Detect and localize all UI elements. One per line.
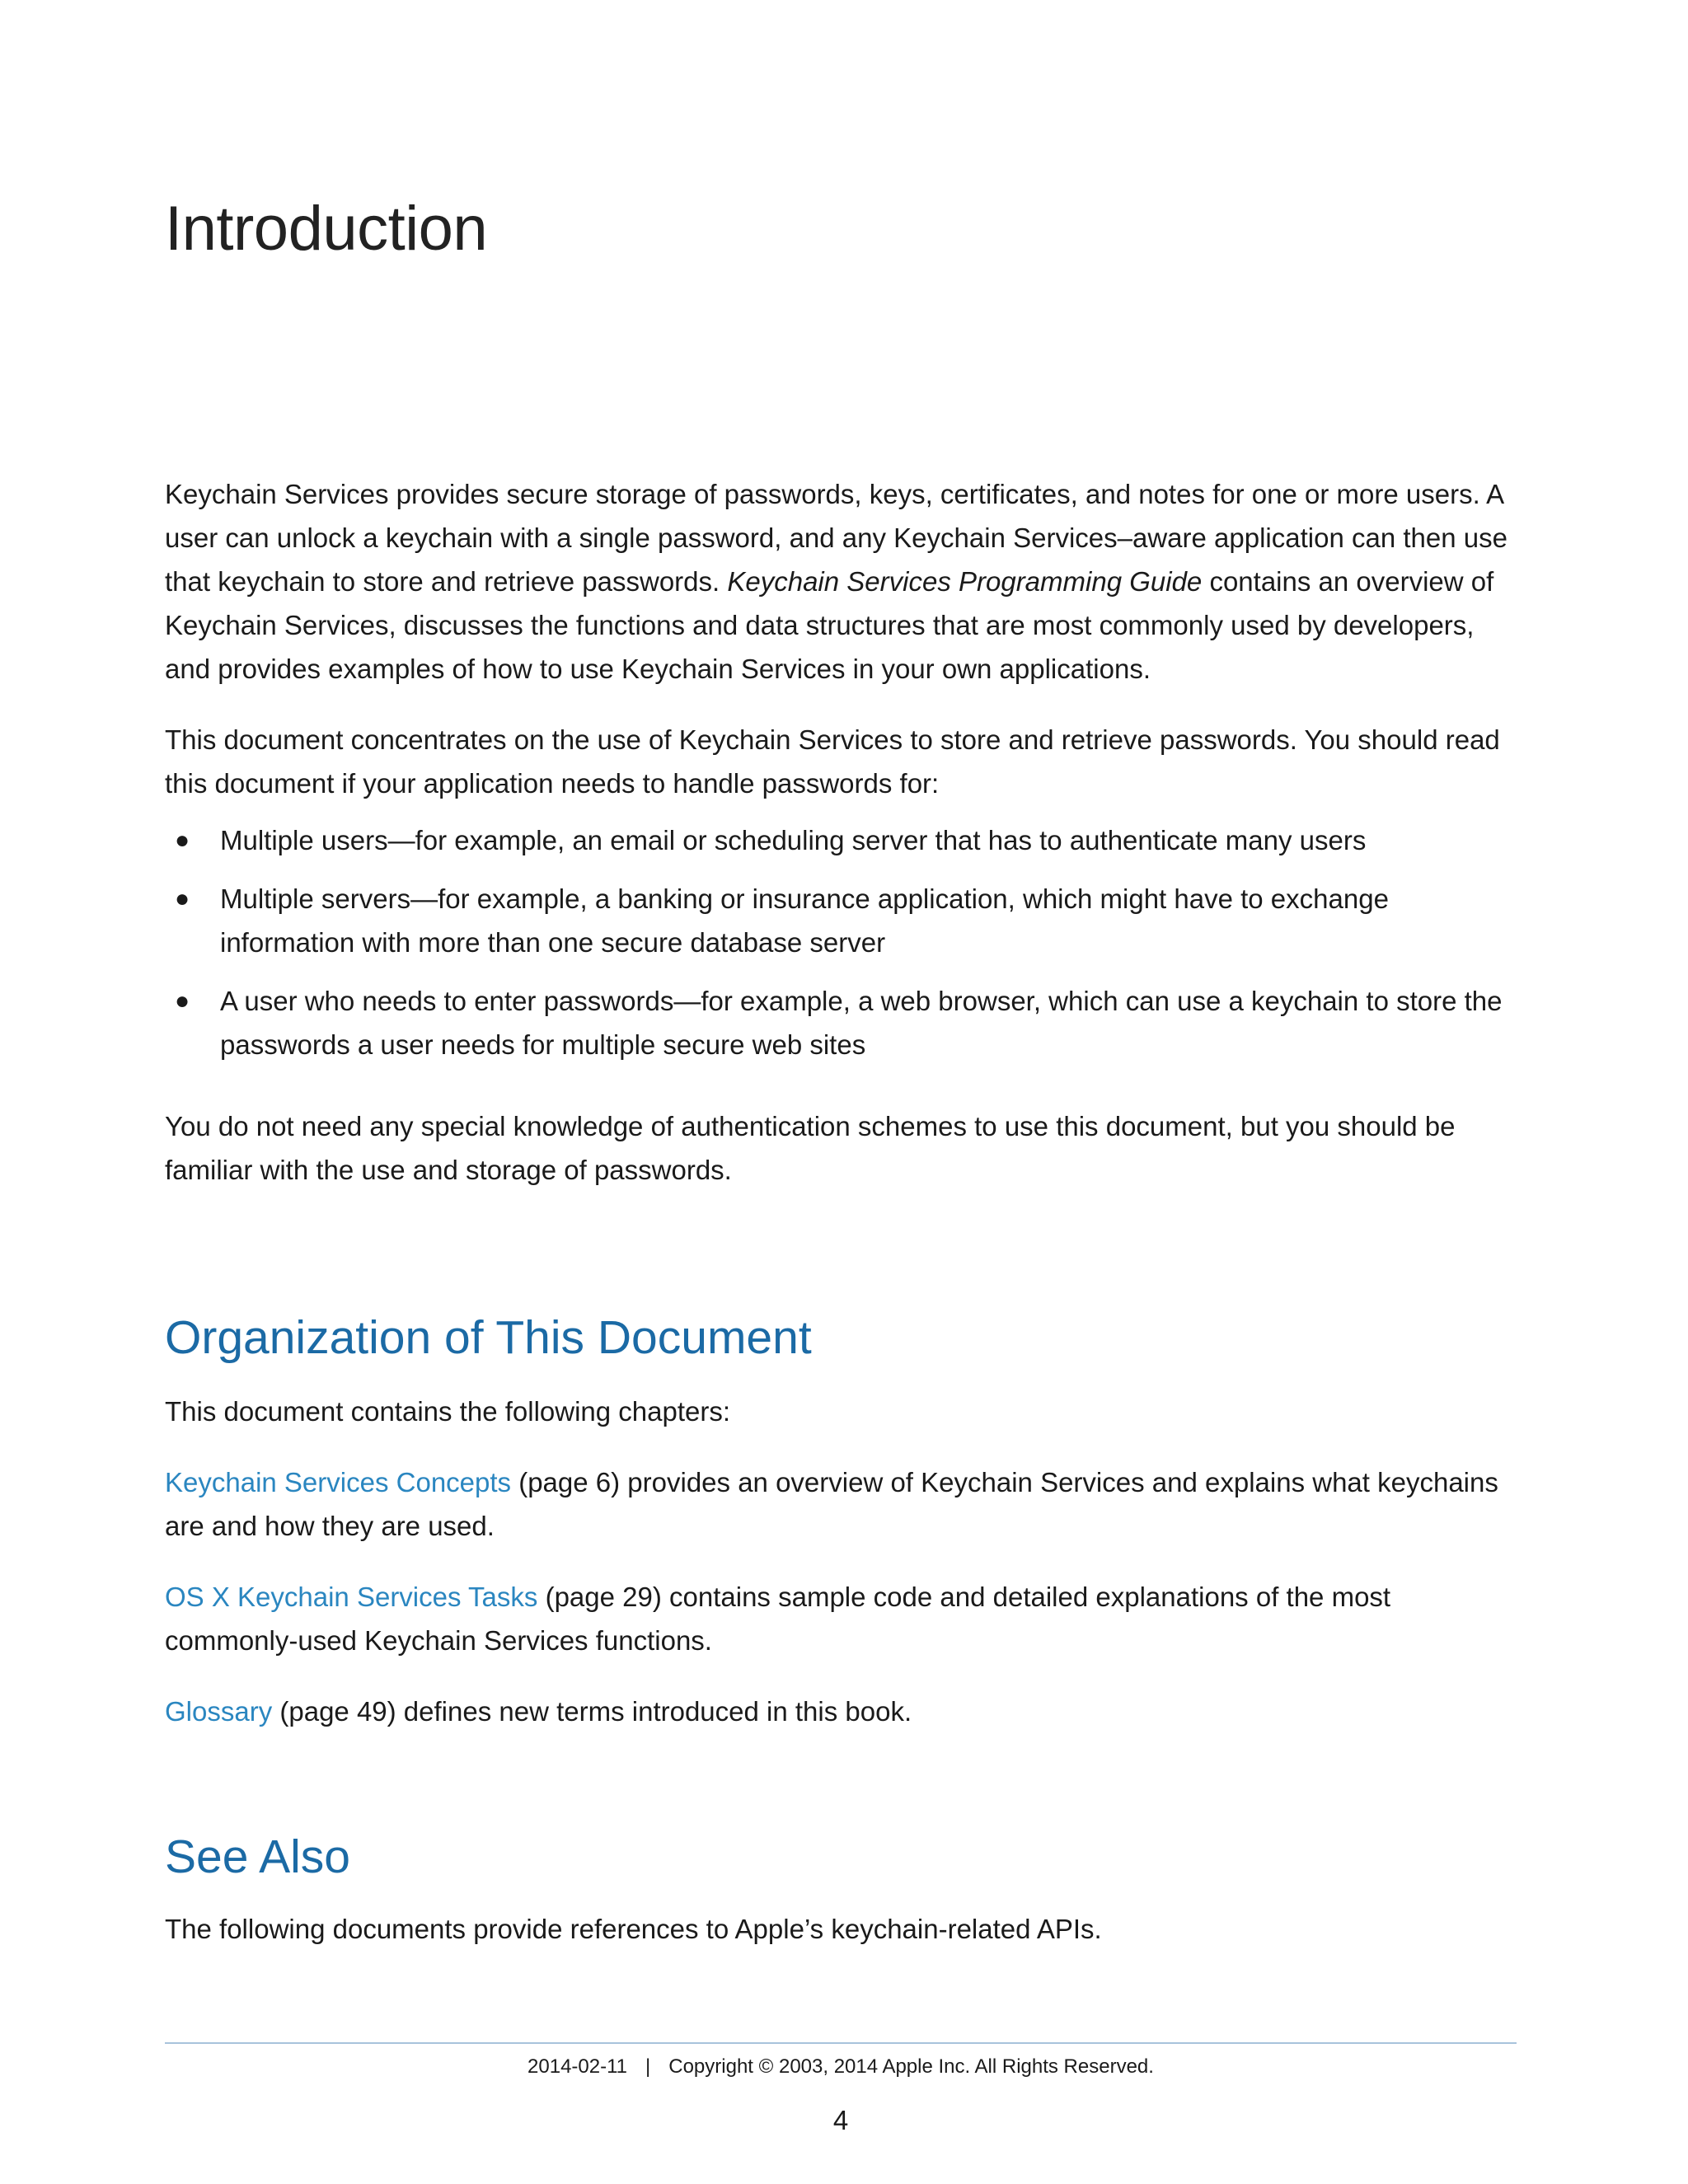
list-item — [165, 818, 1517, 862]
intro-paragraph-3: You do not need any special knowledge of authentication schemes to use this document, but you should be familiar with the use and storage of passwords. — [165, 1111, 1456, 1185]
chapter-link-keychain-services-concepts[interactable]: Keychain Services Concepts — [165, 1467, 512, 1497]
page-title: Introduction — [165, 194, 488, 264]
intro-paragraph-1-end: contains an overview of Keychain Services, discusses the functions and data structures that are most commonly used by developers, and provides examples of how to use Keychain Services in your own applications. — [165, 566, 1494, 684]
chapter-link-glossary[interactable]: Glossary — [165, 1696, 273, 1727]
chapter-entry — [165, 1575, 1517, 1662]
list-item-text: Multiple users—for example, an email or scheduling server that has to authenticate many users — [220, 825, 1367, 855]
list-item-text: A user who needs to enter passwords—for example, a web browser, which can use a keychain to store the passwords a user needs for multiple secure web sites — [220, 986, 1503, 1060]
organization-lead: This document contains the following chapters: — [165, 1396, 731, 1427]
organization-heading: Organization of This Document — [165, 1311, 812, 1364]
intro-paragraph-1-start: Keychain Services provides secure storage of passwords, keys, certificates, and notes for one or more users. A user can unlock a keychain with a single password, and any Keychain Services–aware application can then use that keychain to store and retrieve passwords. — [165, 479, 1507, 597]
intro-paragraph-1 — [165, 472, 1517, 691]
bullet-icon: ● — [175, 885, 190, 912]
list-item — [165, 979, 1517, 1066]
chapter-description: (page 29) contains sample code and detailed explanations of the most commonly-used Keychain Services functions. — [165, 1582, 1391, 1656]
list-item — [165, 877, 1517, 964]
see-also-lead: The following documents provide references to Apple’s keychain-related APIs. — [165, 1914, 1102, 1944]
intro-paragraph-2: This document concentrates on the use of Keychain Services to store and retrieve passwords. You should read this document if your application needs to handle passwords for: — [165, 724, 1500, 799]
bullet-icon: ● — [175, 987, 190, 1015]
bullet-icon: ● — [175, 827, 190, 854]
footer-copyright: Copyright © 2003, 2014 Apple Inc. All Rights Reserved. — [668, 2055, 1154, 2078]
intro-section — [165, 472, 1517, 1192]
footer-divider — [165, 2042, 1517, 2044]
organization-section — [165, 1390, 1517, 1733]
guide-title-italic: Keychain Services Programming Guide — [727, 566, 1203, 597]
chapter-link-os-x-keychain-services-tasks[interactable]: OS X Keychain Services Tasks — [165, 1582, 538, 1612]
use-case-list — [165, 818, 1517, 1066]
see-also-section — [165, 1907, 1517, 1951]
see-also-heading: See Also — [165, 1830, 350, 1883]
footer-date: 2014-02-11 — [528, 2055, 628, 2078]
chapter-description: (page 6) provides an overview of Keychain Services and explains what keychains are and how they are used. — [165, 1467, 1498, 1541]
footer — [165, 2055, 1517, 2079]
page-number: 4 — [832, 2105, 849, 2135]
chapter-description: (page 49) defines new terms introduced in this book. — [272, 1696, 912, 1727]
chapter-entry — [165, 1460, 1517, 1548]
footer-separator: | — [645, 2055, 651, 2078]
list-item-text: Multiple servers—for example, a banking or insurance application, which might have to exchange information with more than one secure database server — [220, 883, 1389, 958]
chapter-entry — [165, 1690, 1517, 1733]
